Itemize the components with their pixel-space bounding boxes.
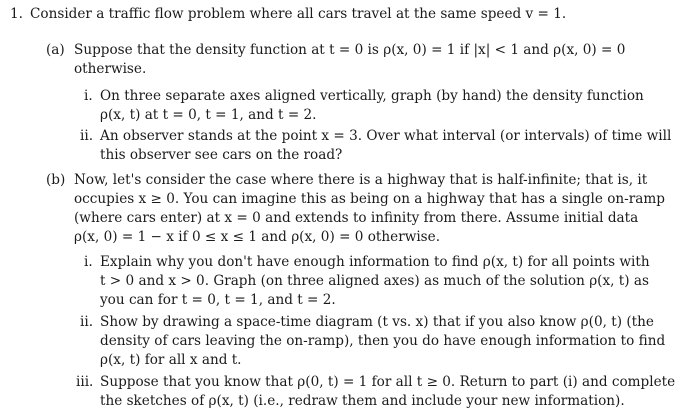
part-a-item-line: ρ(x, t) at t = 0, t = 1, and t = 2. [100, 107, 317, 123]
part-b-item-line: Suppose that you know that ρ(0, t) = 1 for all t ≥ 0. Return to part (i) and complete [100, 374, 676, 390]
part-a-line: Suppose that the density function at t = 0 is ρ(x, 0) = 1 if |x| < 1 and ρ(x, 0) = 0 [74, 42, 626, 58]
problem-intro [30, 5, 695, 24]
part-b-item [100, 253, 695, 310]
part-b-item-label: iii. [76, 374, 94, 390]
part-b-item [100, 373, 695, 411]
part-a-item [100, 127, 695, 165]
part-b-item-line: Show by drawing a space-time diagram (t vs. x) that if you also know ρ(0, t) (the [100, 314, 654, 330]
part-b-line: ρ(x, 0) = 1 − x if 0 ≤ x ≤ 1 and ρ(x, 0) = 0 otherwise. [74, 229, 441, 245]
part-a-item-line: this observer see cars on the road? [100, 147, 343, 163]
part-a-item-line: An observer stands at the point x = 3. Over what interval (or intervals) of time will [100, 128, 672, 144]
part-b-item-line: t > 0 and x > 0. Graph (on three aligned axes) as much of the solution ρ(x, t) as [100, 273, 649, 289]
part-b-item-line: density of cars leaving the on-ramp), then you do have enough information to find [100, 333, 666, 349]
part-b-line: (where cars enter) at x = 0 and extends to infinity from there. Assume initial data [74, 210, 639, 226]
part-b-item-label: ii. [80, 314, 94, 330]
part-a-item-line: On three separate axes aligned vertically, graph (by hand) the density function [100, 88, 644, 104]
problem-number: 1. [10, 6, 23, 22]
part-b-label: (b) [46, 172, 66, 188]
part-b-item-line: ρ(x, t) for all x and t. [100, 352, 242, 368]
part-b-item-line: Explain why you don't have enough information to find ρ(x, t) for all points with [100, 254, 650, 270]
part-b-item-line: you can for t = 0, t = 1, and t = 2. [100, 292, 336, 308]
part-b-line: occupies x ≥ 0. You can imagine this as being on a highway that has a single on-ramp [74, 191, 665, 207]
part-b-item [100, 313, 695, 370]
part-b-text [74, 171, 694, 247]
part-b-item-label: i. [84, 254, 93, 270]
problem-intro-text: Consider a traffic flow problem where all cars travel at the same speed v = 1. [30, 6, 567, 22]
part-a-line: otherwise. [74, 61, 147, 77]
part-b-line: Now, let's consider the case where there is a highway that is half-infinite; that is, it [74, 172, 648, 188]
part-a-label: (a) [46, 42, 65, 58]
part-a-item-label: ii. [80, 128, 94, 144]
part-b-item-line: the sketches of ρ(x, t) (i.e., redraw them and include your new information). [100, 393, 625, 409]
part-a-text [74, 41, 694, 79]
part-a-item-label: i. [84, 88, 93, 104]
part-a-item [100, 87, 695, 125]
